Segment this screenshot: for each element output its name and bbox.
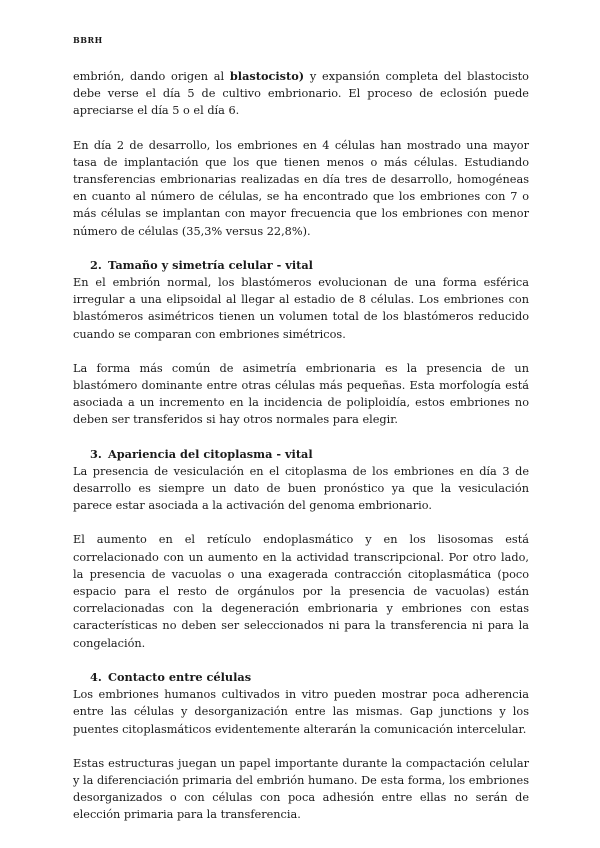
section-4-paragraph-2: Estas estructuras juegan un papel importante durante la compactación celular y la diferenciación primaria del embrión humano. De esta forma, los embriones desorganizados o con células con poca adhesión entre ellas no serán de elección primaria para la transferencia. bbox=[73, 756, 529, 822]
section-heading-3 bbox=[90, 446, 529, 463]
section-heading-4 bbox=[90, 669, 529, 686]
section-2-paragraph-2: La forma más común de asimetría embrionaria es la presencia de un blastómero dominante entre otras células más pequeñas. Esta morfología está asociada a un incremento en la incidencia de poliploidía, estos embriones no deben ser transferidos si hay otros normales para elegir. bbox=[73, 361, 529, 427]
section-title: Tamaño y simetría celular - vital bbox=[108, 257, 313, 272]
intro-text-start: embrión, dando origen al bbox=[73, 70, 230, 83]
intro-paragraph bbox=[73, 68, 529, 120]
running-header: BBRH bbox=[73, 35, 103, 45]
section-number: 4. bbox=[90, 669, 102, 684]
section-3-paragraph-1: La presencia de vesiculación en el citoplasma de los embriones en día 3 de desarrollo es siempre un dato de buen pronóstico ya que la vesiculación parece estar asociada a la activación del genoma embrionario. bbox=[73, 464, 529, 513]
section-number: 3. bbox=[90, 446, 102, 461]
intro-text-end: y expansión completa del blastocisto debe verse el día 5 de cultivo embrionario. El proceso de eclosión puede apreciarse el día 5 o el día 6. bbox=[73, 70, 529, 118]
section-title: Contacto entre células bbox=[108, 669, 252, 684]
section-2-paragraph-1: En el embrión normal, los blastómeros evolucionan de una forma esférica irregular a una elipsoidal al llegar al estadio de 8 células. Los embriones con blastómeros asimétricos tienen un volumen total de los blastómeros reducido cuando se comparan con embriones simétricos. bbox=[73, 276, 529, 341]
section-4-paragraph-1: Los embriones humanos cultivados in vitro pueden mostrar poca adherencia entre las células y desorganización entre las mismas. Gap junctions y los puentes citoplasmáticos evidentemente alterarán la comunicación intercelular. bbox=[73, 688, 529, 736]
section-heading-2 bbox=[90, 257, 529, 274]
document-body bbox=[73, 68, 529, 824]
intro-bold-term: blastocisto) bbox=[229, 69, 305, 83]
section-title: Apariencia del citoplasma - vital bbox=[108, 446, 313, 461]
section-3-paragraph-2: El aumento en el retículo endoplasmático y en los lisosomas está correlacionado con un aumento en la actividad transcripcional. Por otro lado, la presencia de vacuolas o una exagerada contracción citoplasmática (poco espacio para el resto de orgánulos por la presencia de vacuolas) están correlacionadas con la degeneración embrionaria y embriones con estas características no deben ser seleccionados ni para la transferencia ni para la congelación. bbox=[73, 533, 529, 650]
paragraph-day2: En día 2 de desarrollo, los embriones en 4 células han mostrado una mayor tasa de implantación que los que tienen menos o más células. Estudiando transferencias embrionarias realizadas en día tres de desarrollo, homogéneas en cuanto al número de células, se ha encontrado que los embriones con 7 o más células se implantan con mayor frecuencia que los embriones con menor número de células (35,3% versus 22,8%). bbox=[73, 138, 529, 238]
section-number: 2. bbox=[90, 257, 102, 272]
